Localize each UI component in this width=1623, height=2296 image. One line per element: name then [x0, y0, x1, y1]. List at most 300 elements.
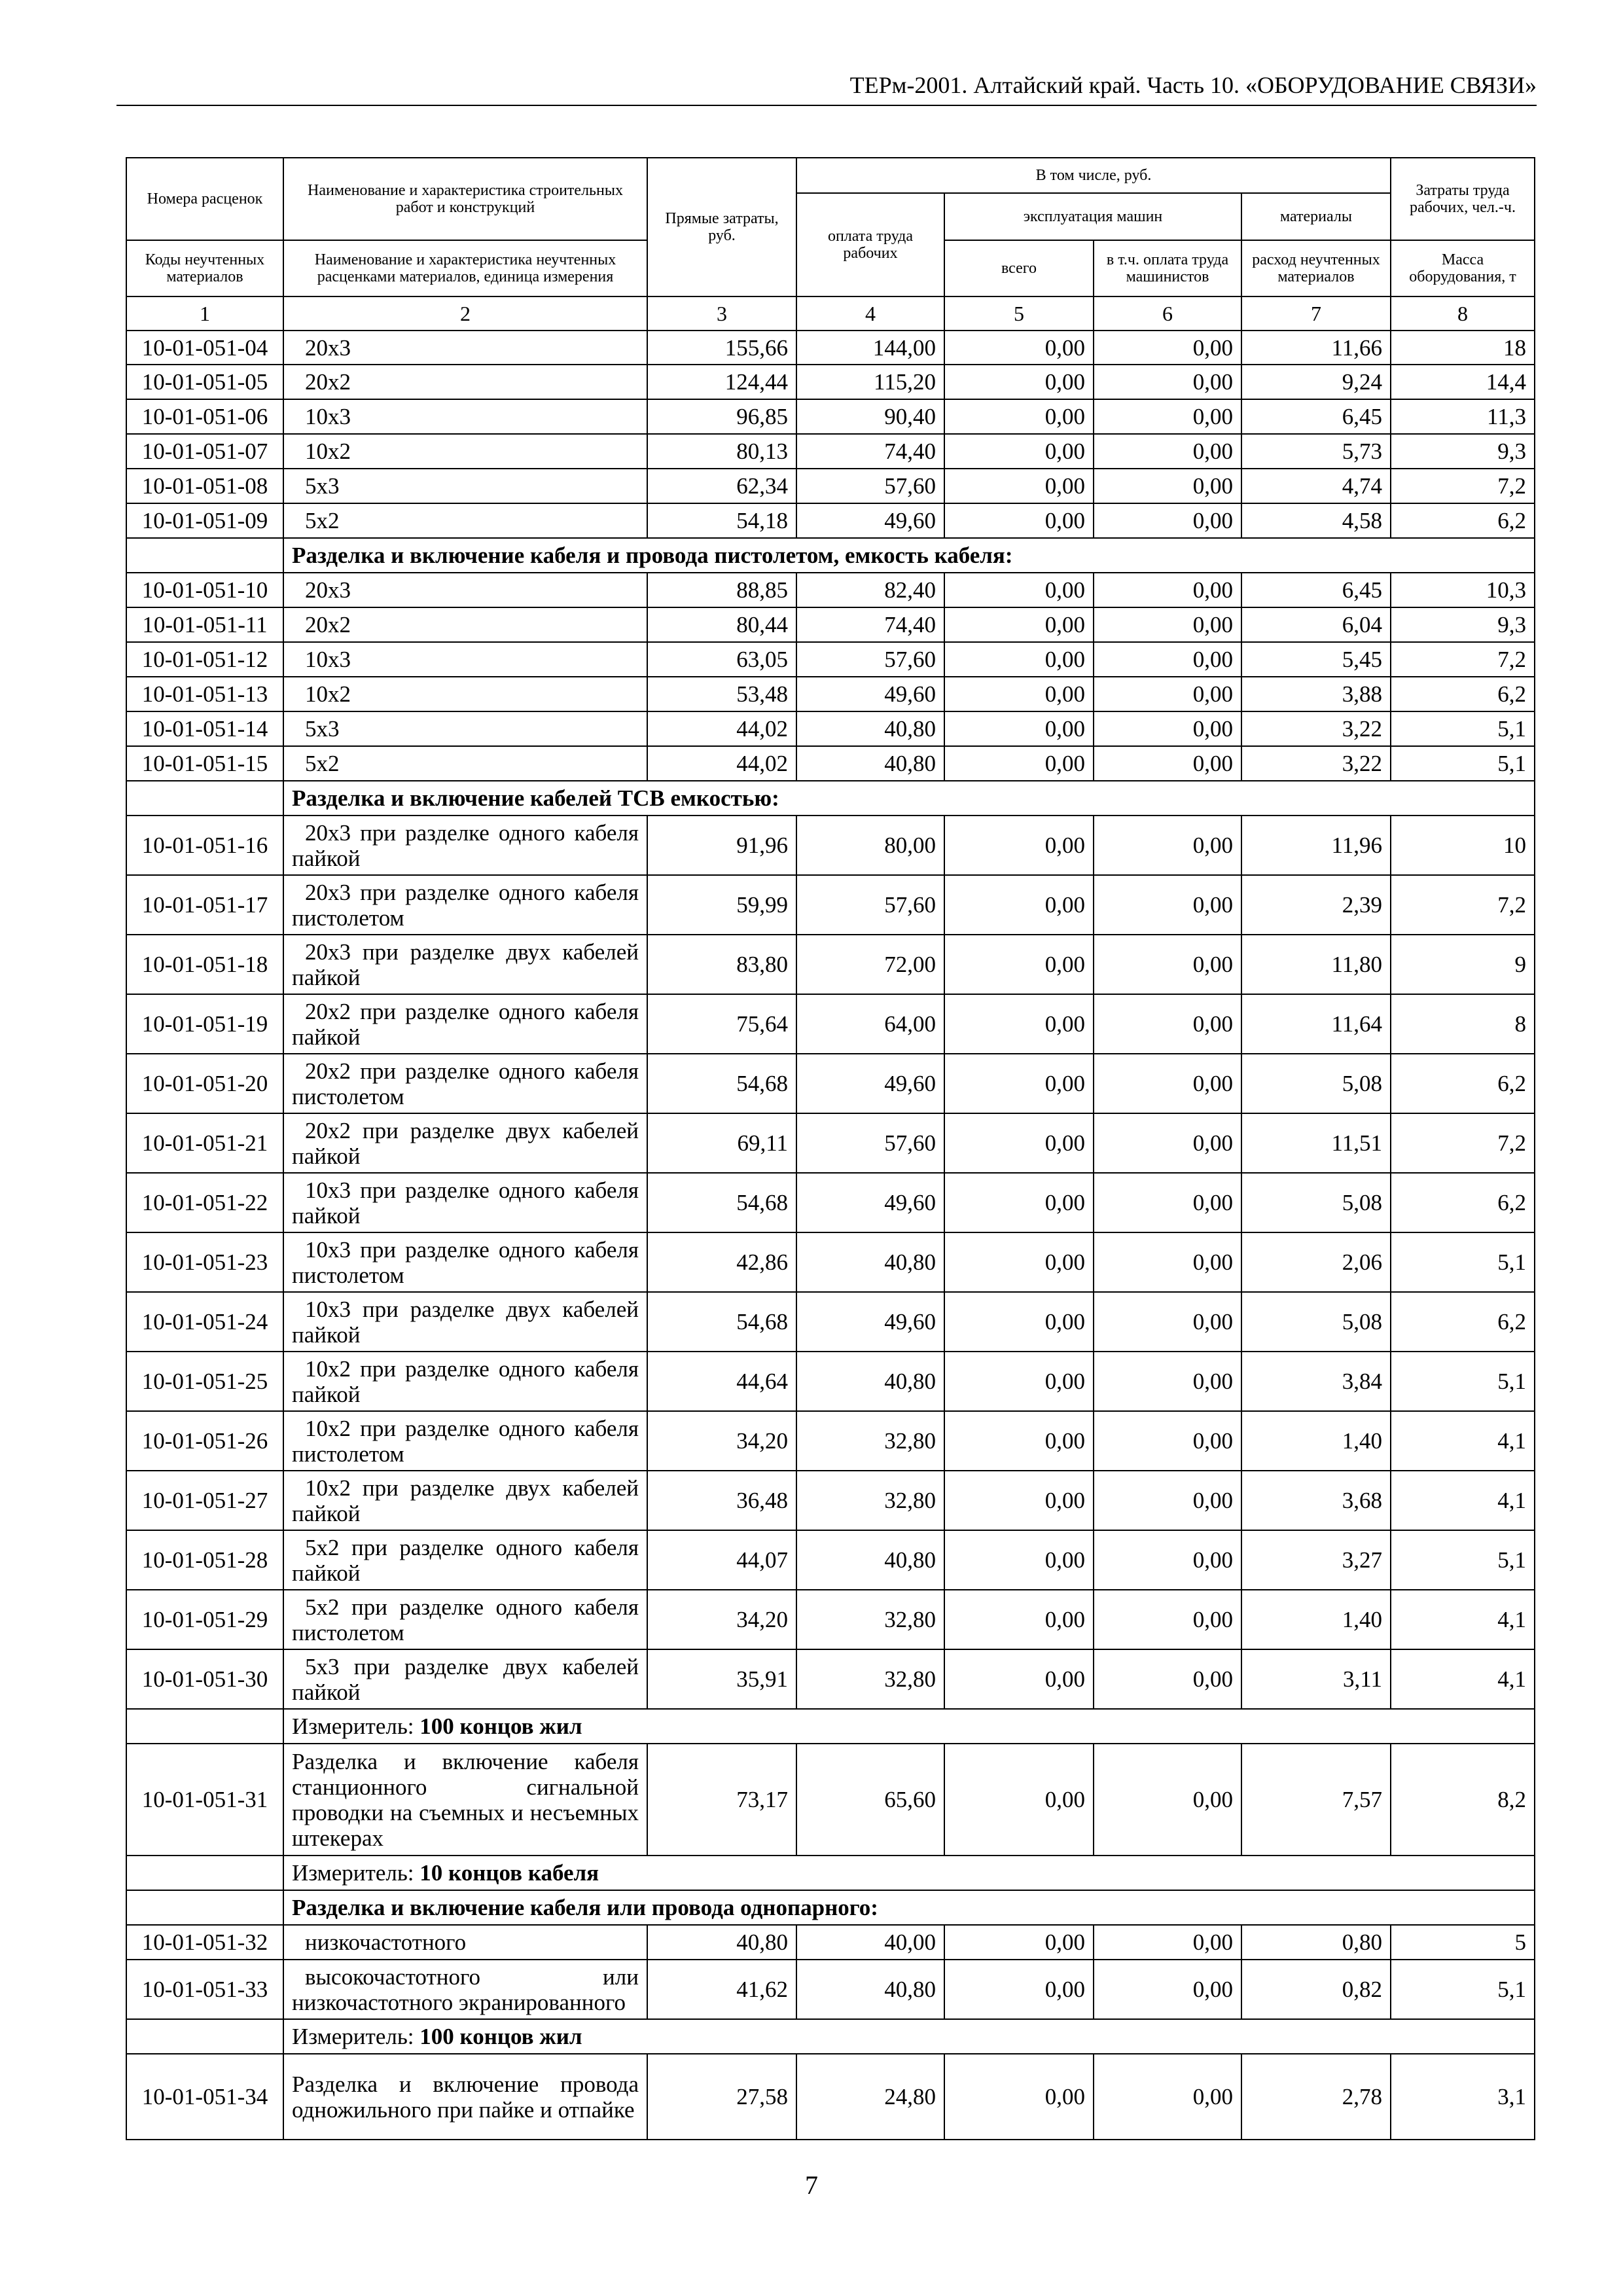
work-name-text: 20х2 при разделке одного кабеля пайкой [292, 998, 639, 1050]
rate-code: 10-01-051-06 [126, 399, 283, 434]
operators-pay: 0,00 [1094, 1925, 1241, 1960]
rate-code: 10-01-051-09 [126, 503, 283, 538]
labor-pay: 49,60 [796, 1292, 944, 1352]
table-row [126, 1530, 1535, 1590]
materials: 11,80 [1241, 935, 1391, 994]
work-name [283, 503, 647, 538]
work-name [283, 469, 647, 503]
labor-pay: 40,80 [796, 746, 944, 781]
operators-pay: 0,00 [1094, 1960, 1241, 2019]
direct-costs: 53,48 [647, 677, 796, 711]
column-number: 1 [126, 296, 283, 331]
work-name-text: 20х3 при разделке одного кабеля пистолетом [292, 879, 639, 931]
labor-pay: 90,40 [796, 399, 944, 434]
machines-total: 0,00 [944, 1232, 1094, 1292]
document-title: ТЕРм-2001. Алтайский край. Часть 10. «ОБОРУДОВАНИЕ СВЯЗИ» [849, 72, 1537, 98]
direct-costs: 62,34 [647, 469, 796, 503]
materials: 11,64 [1241, 994, 1391, 1054]
operators-pay: 0,00 [1094, 469, 1241, 503]
direct-costs: 34,20 [647, 1411, 796, 1471]
rate-code: 10-01-051-31 [126, 1744, 283, 1856]
header-name-top: Наименование и характеристика строительных работ и конструкций [283, 158, 647, 240]
direct-costs: 124,44 [647, 365, 796, 399]
operators-pay: 0,00 [1094, 994, 1241, 1054]
labor-cost: 7,2 [1391, 469, 1535, 503]
table-row [126, 503, 1535, 538]
operators-pay: 0,00 [1094, 816, 1241, 875]
machines-total: 0,00 [944, 642, 1094, 677]
labor-cost: 10 [1391, 816, 1535, 875]
labor-pay: 49,60 [796, 503, 944, 538]
labor-pay: 72,00 [796, 935, 944, 994]
operators-pay: 0,00 [1094, 1590, 1241, 1649]
operators-pay: 0,00 [1094, 1113, 1241, 1173]
work-name [283, 642, 647, 677]
section-spacer [126, 1890, 283, 1925]
materials: 5,45 [1241, 642, 1391, 677]
work-name-text: 20х2 [305, 369, 351, 395]
machines-total: 0,00 [944, 1590, 1094, 1649]
table-row [126, 994, 1535, 1054]
operators-pay: 0,00 [1094, 503, 1241, 538]
rate-code: 10-01-051-18 [126, 935, 283, 994]
labor-cost: 4,1 [1391, 1411, 1535, 1471]
materials: 3,88 [1241, 677, 1391, 711]
direct-costs: 63,05 [647, 642, 796, 677]
labor-pay: 49,60 [796, 1173, 944, 1232]
operators-pay: 0,00 [1094, 1411, 1241, 1471]
labor-pay: 65,60 [796, 1744, 944, 1856]
measure-value: 10 концов кабеля [419, 1860, 599, 1886]
column-number: 8 [1391, 296, 1535, 331]
labor-pay: 40,80 [796, 711, 944, 746]
table-row [126, 331, 1535, 365]
work-name [283, 1173, 647, 1232]
machines-total: 0,00 [944, 746, 1094, 781]
materials: 5,08 [1241, 1292, 1391, 1352]
work-name [283, 331, 647, 365]
direct-costs: 44,07 [647, 1530, 796, 1590]
work-name-text: 20х3 при разделке двух кабелей пайкой [292, 939, 639, 990]
work-name [283, 677, 647, 711]
direct-costs: 44,64 [647, 1352, 796, 1411]
operators-pay: 0,00 [1094, 1173, 1241, 1232]
operators-pay: 0,00 [1094, 365, 1241, 399]
table-row [126, 1411, 1535, 1471]
operators-pay: 0,00 [1094, 331, 1241, 365]
machines-total: 0,00 [944, 365, 1094, 399]
work-name-text: 5х3 [305, 473, 340, 499]
measure-value: 100 концов жил [419, 2024, 582, 2049]
machines-total: 0,00 [944, 1960, 1094, 2019]
materials: 11,96 [1241, 816, 1391, 875]
labor-cost: 8,2 [1391, 1744, 1535, 1856]
labor-pay: 32,80 [796, 1471, 944, 1530]
labor-cost: 9,3 [1391, 434, 1535, 469]
rate-code: 10-01-051-28 [126, 1530, 283, 1590]
direct-costs: 54,68 [647, 1173, 796, 1232]
materials: 2,78 [1241, 2054, 1391, 2140]
header-including: В том числе, руб. [796, 158, 1391, 193]
measure-row [126, 2019, 1535, 2054]
rate-code: 10-01-051-24 [126, 1292, 283, 1352]
rate-code: 10-01-051-29 [126, 1590, 283, 1649]
machines-total: 0,00 [944, 1054, 1094, 1113]
work-name-text: 10х2 [305, 439, 351, 464]
section-heading: Разделка и включение кабеля или провода однопарного: [283, 1890, 1535, 1925]
labor-cost: 6,2 [1391, 1292, 1535, 1352]
work-name-text: 10х3 [305, 647, 351, 672]
table-row [126, 1173, 1535, 1232]
labor-cost: 8 [1391, 994, 1535, 1054]
work-name [283, 434, 647, 469]
rate-code: 10-01-051-08 [126, 469, 283, 503]
table-row [126, 1960, 1535, 2019]
work-name-text: высокочастотного или низкочастотного экранированного [292, 1964, 639, 2015]
operators-pay: 0,00 [1094, 573, 1241, 607]
direct-costs: 40,80 [647, 1925, 796, 1960]
direct-costs: 41,62 [647, 1960, 796, 2019]
operators-pay: 0,00 [1094, 2054, 1241, 2140]
measure-spacer [126, 1709, 283, 1744]
operators-pay: 0,00 [1094, 434, 1241, 469]
measure-label: Измеритель: [292, 1713, 420, 1739]
work-name [283, 573, 647, 607]
work-name [283, 1292, 647, 1352]
labor-cost: 11,3 [1391, 399, 1535, 434]
rate-code: 10-01-051-04 [126, 331, 283, 365]
table-header [126, 158, 1535, 331]
machines-total: 0,00 [944, 607, 1094, 642]
work-name-text: 10х3 при разделке одного кабеля пистолетом [292, 1236, 639, 1288]
operators-pay: 0,00 [1094, 746, 1241, 781]
operators-pay: 0,00 [1094, 1054, 1241, 1113]
machines-total: 0,00 [944, 1744, 1094, 1856]
table-row [126, 875, 1535, 935]
machines-total: 0,00 [944, 677, 1094, 711]
table-row [126, 573, 1535, 607]
work-name [283, 1352, 647, 1411]
labor-cost: 14,4 [1391, 365, 1535, 399]
labor-cost: 4,1 [1391, 1590, 1535, 1649]
section-row [126, 781, 1535, 816]
operators-pay: 0,00 [1094, 1352, 1241, 1411]
table-row [126, 816, 1535, 875]
column-number-row [126, 296, 1535, 331]
rate-code: 10-01-051-14 [126, 711, 283, 746]
labor-pay: 74,40 [796, 607, 944, 642]
machines-total: 0,00 [944, 1411, 1094, 1471]
labor-cost: 5,1 [1391, 1530, 1535, 1590]
materials: 0,82 [1241, 1960, 1391, 2019]
direct-costs: 83,80 [647, 935, 796, 994]
page-number: 7 [805, 2170, 818, 2200]
direct-costs: 80,44 [647, 607, 796, 642]
direct-costs: 27,58 [647, 2054, 796, 2140]
rate-code: 10-01-051-12 [126, 642, 283, 677]
materials: 3,84 [1241, 1352, 1391, 1411]
labor-pay: 40,80 [796, 1960, 944, 2019]
materials: 5,08 [1241, 1173, 1391, 1232]
materials: 5,08 [1241, 1054, 1391, 1113]
labor-pay: 32,80 [796, 1590, 944, 1649]
labor-pay: 40,80 [796, 1530, 944, 1590]
labor-cost: 4,1 [1391, 1649, 1535, 1709]
labor-pay: 64,00 [796, 994, 944, 1054]
labor-cost: 6,2 [1391, 1054, 1535, 1113]
labor-cost: 6,2 [1391, 677, 1535, 711]
materials: 2,39 [1241, 875, 1391, 935]
work-name [283, 1113, 647, 1173]
labor-pay: 74,40 [796, 434, 944, 469]
rate-code: 10-01-051-07 [126, 434, 283, 469]
table-row [126, 1471, 1535, 1530]
materials: 3,22 [1241, 711, 1391, 746]
rate-code: 10-01-051-20 [126, 1054, 283, 1113]
table-row [126, 1925, 1535, 1960]
materials: 3,11 [1241, 1649, 1391, 1709]
section-spacer [126, 781, 283, 816]
machines-total: 0,00 [944, 503, 1094, 538]
work-name [283, 1590, 647, 1649]
labor-cost: 9,3 [1391, 607, 1535, 642]
work-name-text: 5х2 при разделке одного кабеля пистолетом [292, 1594, 639, 1645]
table-row [126, 746, 1535, 781]
work-name-text: 5х3 при разделке двух кабелей пайкой [292, 1653, 639, 1705]
materials: 5,73 [1241, 434, 1391, 469]
column-number: 5 [944, 296, 1094, 331]
rate-code: 10-01-051-27 [126, 1471, 283, 1530]
table-row [126, 2054, 1535, 2140]
header-code-top: Номера расценок [126, 158, 283, 240]
work-name [283, 607, 647, 642]
operators-pay: 0,00 [1094, 399, 1241, 434]
table-row [126, 1649, 1535, 1709]
section-row [126, 1890, 1535, 1925]
materials: 3,27 [1241, 1530, 1391, 1590]
machines-total: 0,00 [944, 1113, 1094, 1173]
header-machines: эксплуатация машин [944, 193, 1241, 240]
work-name [283, 711, 647, 746]
labor-cost: 10,3 [1391, 573, 1535, 607]
operators-pay: 0,00 [1094, 1744, 1241, 1856]
machines-total: 0,00 [944, 1471, 1094, 1530]
work-name [283, 1649, 647, 1709]
rate-code: 10-01-051-16 [126, 816, 283, 875]
labor-cost: 5,1 [1391, 1352, 1535, 1411]
measure-unit [283, 1709, 1535, 1744]
table-row [126, 365, 1535, 399]
direct-costs: 73,17 [647, 1744, 796, 1856]
work-name-text: 20х2 при разделке одного кабеля пистолетом [292, 1058, 639, 1109]
section-row [126, 538, 1535, 573]
work-name [283, 746, 647, 781]
materials: 6,04 [1241, 607, 1391, 642]
work-name-text: 10х3 при разделке двух кабелей пайкой [292, 1296, 639, 1348]
materials: 7,57 [1241, 1744, 1391, 1856]
table-row [126, 1054, 1535, 1113]
direct-costs: 44,02 [647, 746, 796, 781]
running-header [116, 71, 1537, 106]
work-name: Разделка и включение провода одножильного при пайке и отпайке [283, 2054, 647, 2140]
header-labor-pay: оплата труда рабочих [796, 193, 944, 296]
work-name-text: 10х2 при разделке одного кабеля пайкой [292, 1355, 639, 1407]
work-name [283, 875, 647, 935]
labor-pay: 57,60 [796, 875, 944, 935]
machines-total: 0,00 [944, 1925, 1094, 1960]
table-row [126, 935, 1535, 994]
direct-costs: 59,99 [647, 875, 796, 935]
labor-cost: 7,2 [1391, 1113, 1535, 1173]
direct-costs: 34,20 [647, 1590, 796, 1649]
materials: 4,74 [1241, 469, 1391, 503]
labor-cost: 5,1 [1391, 746, 1535, 781]
direct-costs: 42,86 [647, 1232, 796, 1292]
table-row [126, 1744, 1535, 1856]
labor-pay: 57,60 [796, 469, 944, 503]
direct-costs: 80,13 [647, 434, 796, 469]
work-name [283, 1054, 647, 1113]
direct-costs: 88,85 [647, 573, 796, 607]
labor-pay: 40,80 [796, 1232, 944, 1292]
measure-label: Измеритель: [292, 1860, 420, 1886]
measure-value: 100 концов жил [419, 1713, 582, 1739]
labor-pay: 57,60 [796, 1113, 944, 1173]
header-machines-total: всего [944, 240, 1094, 296]
rate-code: 10-01-051-22 [126, 1173, 283, 1232]
work-name-text: 10х3 при разделке одного кабеля пайкой [292, 1177, 639, 1229]
direct-costs: 54,68 [647, 1292, 796, 1352]
rate-code: 10-01-051-32 [126, 1925, 283, 1960]
materials: 3,68 [1241, 1471, 1391, 1530]
work-name-text: 10х2 при разделке одного кабеля пистолетом [292, 1415, 639, 1467]
machines-total: 0,00 [944, 573, 1094, 607]
operators-pay: 0,00 [1094, 677, 1241, 711]
rate-code: 10-01-051-21 [126, 1113, 283, 1173]
work-name [283, 816, 647, 875]
table-row [126, 607, 1535, 642]
machines-total: 0,00 [944, 331, 1094, 365]
work-name-text: 20х2 [305, 612, 351, 637]
measure-row [126, 1709, 1535, 1744]
rate-code: 10-01-051-10 [126, 573, 283, 607]
materials: 1,40 [1241, 1590, 1391, 1649]
labor-pay: 49,60 [796, 677, 944, 711]
table-row [126, 1113, 1535, 1173]
materials: 2,06 [1241, 1232, 1391, 1292]
measure-spacer [126, 2019, 283, 2054]
work-name-text: 10х2 [305, 681, 351, 707]
operators-pay: 0,00 [1094, 1649, 1241, 1709]
work-name [283, 365, 647, 399]
section-spacer [126, 538, 283, 573]
labor-cost: 7,2 [1391, 875, 1535, 935]
work-name [283, 994, 647, 1054]
column-number: 7 [1241, 296, 1391, 331]
work-name-text: 5х3 [305, 716, 340, 742]
machines-total: 0,00 [944, 875, 1094, 935]
machines-total: 0,00 [944, 1352, 1094, 1411]
work-name [283, 399, 647, 434]
rate-code: 10-01-051-05 [126, 365, 283, 399]
materials: 0,80 [1241, 1925, 1391, 1960]
direct-costs: 155,66 [647, 331, 796, 365]
work-name-text: 20х2 при разделке двух кабелей пайкой [292, 1117, 639, 1169]
measure-unit [283, 1856, 1535, 1890]
column-number: 4 [796, 296, 944, 331]
measure-row [126, 1856, 1535, 1890]
direct-costs: 54,68 [647, 1054, 796, 1113]
work-name [283, 1411, 647, 1471]
header-code-bottom: Коды неучтенных материалов [126, 240, 283, 296]
header-equipment-mass: Масса оборудования, т [1391, 240, 1535, 296]
rate-code: 10-01-051-34 [126, 2054, 283, 2140]
work-name [283, 1925, 647, 1960]
column-number: 2 [283, 296, 647, 331]
column-number: 6 [1094, 296, 1241, 331]
labor-cost: 18 [1391, 331, 1535, 365]
materials: 4,58 [1241, 503, 1391, 538]
labor-pay: 24,80 [796, 2054, 944, 2140]
labor-pay: 49,60 [796, 1054, 944, 1113]
labor-cost: 6,2 [1391, 1173, 1535, 1232]
machines-total: 0,00 [944, 1292, 1094, 1352]
labor-pay: 32,80 [796, 1649, 944, 1709]
rate-code: 10-01-051-25 [126, 1352, 283, 1411]
table-body [126, 331, 1535, 2140]
work-name [283, 935, 647, 994]
header-direct-costs: Прямые затраты, руб. [647, 158, 796, 296]
machines-total: 0,00 [944, 434, 1094, 469]
rate-code: 10-01-051-19 [126, 994, 283, 1054]
rate-code: 10-01-051-23 [126, 1232, 283, 1292]
table-row [126, 642, 1535, 677]
labor-pay: 32,80 [796, 1411, 944, 1471]
section-heading: Разделка и включение кабеля и провода пистолетом, емкость кабеля: [283, 538, 1535, 573]
machines-total: 0,00 [944, 469, 1094, 503]
operators-pay: 0,00 [1094, 711, 1241, 746]
labor-cost: 3,1 [1391, 2054, 1535, 2140]
operators-pay: 0,00 [1094, 1530, 1241, 1590]
section-heading: Разделка и включение кабелей ТСВ емкостью: [283, 781, 1535, 816]
header-materials: материалы [1241, 193, 1391, 240]
direct-costs: 36,48 [647, 1471, 796, 1530]
machines-total: 0,00 [944, 1649, 1094, 1709]
operators-pay: 0,00 [1094, 935, 1241, 994]
operators-pay: 0,00 [1094, 1232, 1241, 1292]
header-labor-cost: Затраты труда рабочих, чел.-ч. [1391, 158, 1535, 240]
materials: 1,40 [1241, 1411, 1391, 1471]
work-name-text: 5х2 [305, 751, 340, 776]
table-row [126, 711, 1535, 746]
header-name-bottom: Наименование и характеристика неучтенных расценками материалов, единица измерения [283, 240, 647, 296]
machines-total: 0,00 [944, 711, 1094, 746]
labor-pay: 40,00 [796, 1925, 944, 1960]
table-row [126, 434, 1535, 469]
labor-cost: 5 [1391, 1925, 1535, 1960]
table-row [126, 1232, 1535, 1292]
header-operators-pay: в т.ч. оплата труда машинистов [1094, 240, 1241, 296]
labor-pay: 144,00 [796, 331, 944, 365]
table-row [126, 677, 1535, 711]
price-table [126, 157, 1535, 2140]
labor-cost: 7,2 [1391, 642, 1535, 677]
table-row [126, 1352, 1535, 1411]
column-number: 3 [647, 296, 796, 331]
direct-costs: 69,11 [647, 1113, 796, 1173]
work-name [283, 1960, 647, 2019]
work-name-text: 20х3 [305, 577, 351, 603]
